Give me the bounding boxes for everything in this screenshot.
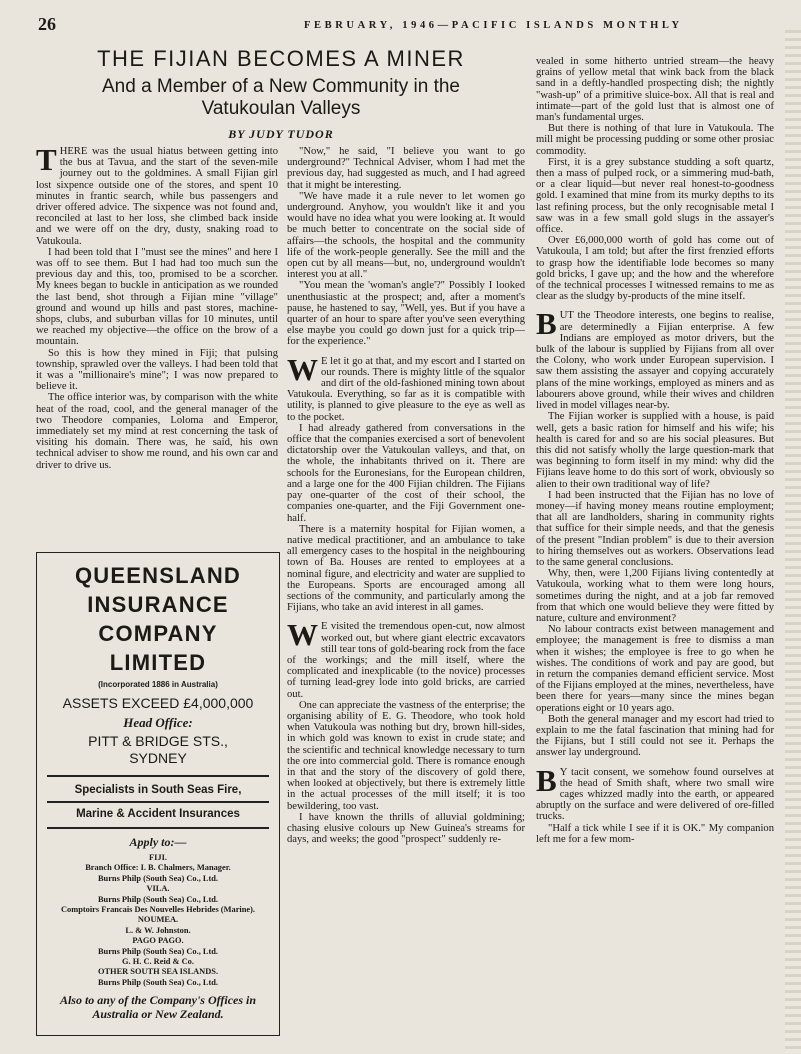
paragraph-text: E visited the tremendous open-cut, now almost worked out, but where giant electric excavators still tear tons of gold-bearing rock from the face of the workings; and the mill itself, where the complicated and inexplicable (to the novice) processes of turning lead-grey lode into gold bricks, are carried out.	[287, 621, 525, 700]
ad-branch-agent: L. & W. Johnston.	[125, 925, 191, 935]
article-paragraph: I had been told that I "must see the mines" and here I was off to see them. But I had had too much sun the previous day and this, too, promised to be a scorcher. My knees began to buckle in anticipation as we rounded the last bend, shot through a Fijian mine "village" ground and wound up hills and past stores, machine-shops, clubs, and suburban villas for 10 minutes, until we reached my objective—the office on the brow of a mountain.	[36, 246, 278, 348]
ad-specialists-line: Specialists in South Seas Fire,	[47, 779, 269, 803]
article-paragraph: Over £6,000,000 worth of gold has come out of Vatukoula, I am told; but after the first frenzied efforts to grasp how the identifiable lode becomes so many gold bricks, I gave up; and the how and the wherefore of the technical processes I witnessed remains to me as clear as the sludgy by-products of the mine itself.	[536, 235, 774, 303]
article-paragraph: "Half a tick while I see if it is OK." My companion left me for a few mom-	[536, 822, 774, 845]
running-head: FEBRUARY, 1946—PACIFIC ISLANDS MONTHLY	[304, 20, 683, 31]
ad-specialists-line: Marine & Accident Insurances	[76, 808, 240, 820]
drop-cap: B	[536, 306, 557, 342]
ad-company-name	[37, 561, 279, 677]
drop-cap: T	[36, 146, 57, 177]
ad-head-office-label: Head Office:	[123, 715, 193, 730]
article-paragraph: I have known the thrills of alluvial goldmining; chasing elusive colours up New Guinea's streams for days, and weeks; the good "prospect" suddenly re-	[287, 811, 525, 846]
article-byline: BY JUDY TUDOR	[228, 127, 334, 141]
article-paragraph	[536, 306, 774, 412]
ad-branch-agent: Comptoirs Francais Des Nouvelles Hebrides (Marine).	[61, 905, 255, 915]
article-title: THE FIJIAN BECOMES A MINER	[97, 46, 465, 71]
article-paragraph: Why, then, were 1,200 Fijians living contentedly at Vatukoula, working what to them were long hours, sometimes during the night, and at a job far removed from that which one would believe they were fitted by nature, culture and environment?	[536, 568, 774, 624]
article-paragraph: There is a maternity hospital for Fijian women, a native medical practitioner, and an ambulance to take all emergency cases to the hospital in the neighbouring town of Ba. Houses are rented to employees at a nominal figure, and electricity and water are supplied to the Europeans. Sports are encouraged among all sections of the community, and particularly among the Fijians, who take an avid interest in all games.	[287, 523, 525, 614]
ad-branch-place: PAGO PAGO.	[132, 936, 184, 946]
article-paragraph: vealed in some hitherto untried stream—the heavy grains of yellow metal that wink back from the black sand in a deftly-handled prospecting dish; the nightly "wash-up" of a primitive sluice-box. All that is real and intimate—part of the gold lust that is almost one of man's fundamental urges.	[536, 56, 774, 124]
page-edge-binding	[785, 30, 801, 1054]
article-paragraph: I had been instructed that the Fijian has no love of money—if having money means routine employment; that all are landholders, sharing in community rights that suffice for their simple needs, and that the genesis of the present "Indian problem" is due to their aversion to hiring themselves out as workers. Observations lead to the same general conclusions.	[536, 489, 774, 568]
ad-branch-agent: G. H. C. Reid & Co.	[122, 957, 194, 967]
article-paragraph: The Fijian worker is supplied with a house, is paid well, gets a basic ration for himself and his wife; his health is cared for and so are his social pleasures. But this did not satisfy wholly the large question-mark that was beginning to form itself in my mind: why did the Fijians leave home to do this sort of work, obviously so alien to their own traditional way of life?	[536, 411, 774, 490]
ad-branch-place: FIJI.	[149, 853, 167, 862]
ad-name-line: QUEENSLAND	[74, 563, 241, 588]
article-paragraph: Both the general manager and my escort had tried to explain to me the fatal fascination that mining had for the Fijians, but I still could not see it. Perhaps the answer lay underground.	[536, 713, 774, 759]
ad-branch-place: VILA.	[146, 884, 170, 894]
ad-specialists	[47, 775, 269, 829]
article-column-2	[287, 146, 525, 1046]
article-paragraph	[536, 762, 774, 823]
paragraph-text: HERE was the usual hiatus between getting into the bus at Tavua, and the start of the seven-mile journey out to the goldmines. A small Fijian girl lost sixpence outside one of the stores, and spent 10 minutes in frantic search, while bus passengers and driver offered advice. The sixpence was not found and, reconciled at last to her loss, she climbed back inside and we were off on the dry, dusty, snaking road to Vatukoula.	[36, 146, 278, 247]
article-paragraph	[287, 617, 525, 700]
ad-branch-list	[37, 853, 279, 988]
article-title-block	[36, 46, 526, 142]
ad-name-line: COMPANY	[98, 621, 218, 646]
ad-incorporated: (Incorporated 1886 in Australia)	[98, 680, 218, 689]
article-paragraph: "Now," he said, "I believe you want to go underground?" Technical Adviser, whom I had met the previous day, had suggested as much, and I had agreed that it might be interesting.	[287, 146, 525, 191]
drop-cap: W	[287, 351, 318, 387]
article-paragraph: "We have made it a rule never to let women go underground. Anyhow, you wouldn't like it and you would have no idea what you were looking at. It would be much better to concentrate on the social side of affairs—the schools, the hospital and the community life of the work-people generally. See the mill and the open cut by all means—but, no, underground wouldn't interest you at all."	[287, 190, 525, 281]
article-paragraph	[287, 351, 525, 423]
article-paragraph: I had already gathered from conversations in the office that the companies exercised a sort of benevolent dictatorship over the Vatukoulan valleys, and that, on the whole, the inhabitants thrived on it. There are schools for the Euronesians, for the European children, and a large one for the 400 Fijian children. The Fijians pay one-quarter of the cost of their school, the companies one-quarter, and the Fiji Government one-half.	[287, 422, 525, 524]
ad-assets: ASSETS EXCEED £4,000,000	[62, 695, 254, 711]
insurance-advertisement	[36, 552, 280, 1036]
article-paragraph: The office interior was, by comparison with the white heat of the road, cool, and the general manager of the two Theodore companies, Loloma and Emperor, immediately set my mind at rest concerning the task of visiting his domain. There was, he said, his own technical adviser to show me round, and his own car and driver to drive us.	[36, 392, 278, 471]
page-header	[0, 0, 801, 44]
paragraph-text: UT the Theodore interests, one begins to realise, are determinedly a Fijian enterprise. A few Indians are employed as motor drivers, but the bulk of the labour is supplied by Fijians from all over the Colony, who work under European supervision. I saw them assisting the assayer and copying accurately plans of the mine workings, employed as miners and as labourers above ground, while their wives and children lived in model villages near-by.	[536, 310, 774, 412]
ad-address	[37, 733, 279, 767]
ad-branch-place: OTHER SOUTH SEA ISLANDS.	[97, 967, 219, 977]
ad-branch-place: NOUMEA.	[137, 915, 179, 925]
article-subtitle-line: Vatukoulan Valleys	[201, 98, 361, 119]
article-column-3	[536, 56, 774, 1046]
ad-branch-agent: Branch Office: I. B. Chalmers, Manager.	[85, 863, 231, 873]
article-paragraph: "You mean the 'woman's angle'?" Possibly I looked unenthusiastic at the prospect; and, after a moment's pause, he hastened to say, "Well, yes. But if you have a quarter of an hour to spare after you've seen everything else maybe you could go down just for a quick trip—for the experience."	[287, 280, 525, 348]
ad-name-line: LIMITED	[109, 650, 207, 675]
article-paragraph: First, it is a grey substance studding a soft quartz, then a mass of pulped rock, or a simmering mud-bath, or a clear liquid—but never real honest-to-goodness gold. I examined that mine from its murky depths to its last refining process, but the only recognisable metal I saw was in a few small gold slugs in the assayer's office.	[536, 156, 774, 236]
ad-apply-to: Apply to:—	[129, 835, 187, 849]
article-subtitle	[36, 76, 526, 120]
ad-name-line: INSURANCE	[87, 592, 229, 617]
article-paragraph: No labour contracts exist between management and employee; the management is free to dismiss a man when it wishes; the employee is free to go when he wishes. The conditions of work and pay are good, but in return the companies demand efficient service. Most of the Fijians employed at the mines, nevertheless, have been there for years—many since the mines began operations eight or 10 years ago.	[536, 624, 774, 714]
ad-branch-agent: Burns Philp (South Sea) Co., Ltd.	[97, 894, 219, 904]
article-paragraph: So this is how they mined in Fiji; that pulsing township, sprawled over the valleys. I had been told that it was a "millionaire's mine"; I was now prepared to believe it.	[36, 347, 278, 393]
ad-branch-agent: Burns Philp (South Sea) Co., Ltd.	[97, 977, 219, 987]
drop-cap: B	[536, 762, 557, 798]
article-paragraph: One can appreciate the vastness of the enterprise; the organising ability of E. G. Theodore, who took hold when Vatukoula was nothing but dry, brown hill-sides, in which gold was known to exist in crude state; and the scientific and technical knowledge necessary to turn the ore into commercial gold. There is romance enough in that and the story of the discovery of gold there, when looked at objectively, but there is extremely little in the actual processes of the mill itself; it is too bewildering, too vast.	[287, 699, 525, 812]
paragraph-text: E let it go at that, and my escort and I started on our rounds. There is mighty little of the squalor and dirt of the old-fashioned mining town about Vatukoula. Everything, so far as it is compatible with utility, is planned to give pleasure to the eye as well as to the pocket.	[287, 355, 525, 423]
article-column-1	[36, 146, 278, 546]
ad-footer: Also to any of the Company's Offices in Australia or New Zealand.	[59, 993, 257, 1022]
ad-address-line: PITT & BRIDGE STS.,	[88, 733, 228, 749]
ad-address-line: SYDNEY	[129, 750, 187, 766]
ad-branch-agent: Burns Philp (South Sea) Co., Ltd.	[97, 946, 219, 956]
article-paragraph	[36, 146, 278, 247]
article-subtitle-line: And a Member of a New Community in the	[102, 76, 460, 97]
page-number: 26	[38, 14, 56, 34]
drop-cap: W	[287, 617, 318, 653]
article-paragraph: But there is nothing of that lure in Vatukoula. The mill might be processing pudding or some other prosiac commodity.	[536, 123, 774, 157]
paragraph-text: Y tacit consent, we somehow found ourselves at the head of Smith shaft, where two small wire cages whizzed madly into the earth, or appeared abruptly on the surface and were delivered of ore-filled trucks.	[536, 766, 774, 823]
ad-branch-agent: Burns Philp (South Sea) Co., Ltd.	[97, 873, 219, 883]
